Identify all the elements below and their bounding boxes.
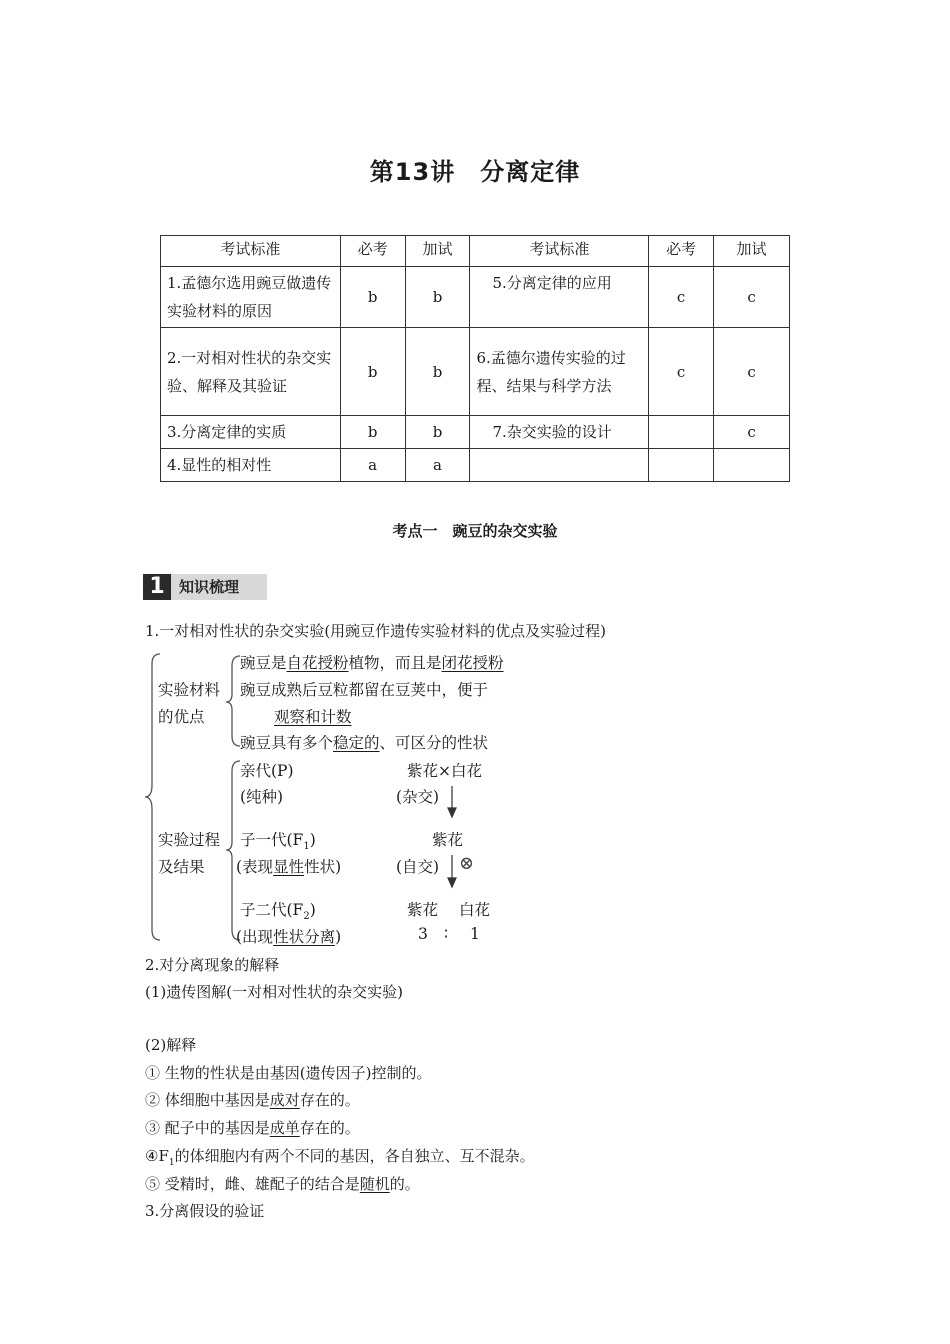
table-cell: c <box>649 328 714 416</box>
table-cell: 2.一对相对性状的杂交实验、解释及其验证 <box>161 328 341 416</box>
badge-label: 知识梳理 <box>171 574 267 600</box>
item-2-2: (2)解释 <box>145 1036 197 1054</box>
explanation-2-answer: 成对 <box>269 1091 300 1109</box>
materials-label-1: 实验材料 <box>158 681 221 699</box>
table-header: 必考 <box>649 236 714 267</box>
item-2-1: (1)遗传图解(一对相对性状的杂交实验) <box>145 983 403 1001</box>
parent-cross: 紫花×白花 <box>407 762 482 780</box>
table-cell: 1.孟德尔选用豌豆做遗传实验材料的原因 <box>161 267 341 328</box>
materials-label-2: 的优点 <box>158 708 205 726</box>
selfing-icon: ⊗ <box>459 853 475 874</box>
table-cell: 5.分离定律的应用 <box>470 267 649 328</box>
item-1-heading: 1.一对相对性状的杂交实验(用豌豆作遗传实验材料的优点及实验过程) <box>145 622 607 640</box>
f2-subscript: 2 <box>303 911 310 923</box>
table-cell: b <box>340 328 405 416</box>
f2-text: 子二代(F <box>240 901 304 919</box>
explanation-2-text: 存在的。 <box>299 1091 360 1109</box>
table-cell: c <box>649 267 714 328</box>
f1-note-text: (表现 <box>236 858 274 876</box>
item-2-heading: 2.对分离现象的解释 <box>145 956 280 974</box>
advantage-3-text: 豌豆具有多个 <box>240 734 334 752</box>
process-label-1: 实验过程 <box>158 831 221 849</box>
f2-white: 白花 <box>459 901 491 919</box>
materials-brace <box>226 656 240 746</box>
badge-number: 1 <box>143 574 171 600</box>
advantage-2-answer: 观察和计数 <box>274 708 352 726</box>
advantage-2: 豌豆成熟后豆粒都留在豆荚中，便于 <box>240 681 489 699</box>
table-cell: 4.显性的相对性 <box>161 449 341 482</box>
advantage-3-text: 、可区分的性状 <box>379 734 489 752</box>
f2-purple: 紫花 <box>407 901 439 919</box>
table-header: 考试标准 <box>161 236 341 267</box>
table-cell: c <box>714 267 790 328</box>
f2-note-answer: 性状分离 <box>273 928 336 946</box>
cross-note: (杂交) <box>396 788 440 806</box>
cross-arrow-head <box>448 808 456 817</box>
table-header: 必考 <box>340 236 405 267</box>
f2-ratio-colon: ∶ <box>444 925 449 943</box>
f2-generation <box>240 898 316 922</box>
explanation-5-answer: 随机 <box>359 1175 390 1193</box>
selfing-note: (自交) <box>396 858 440 876</box>
table-cell: a <box>405 449 470 482</box>
table-cell: b <box>405 267 470 328</box>
explanation-3 <box>145 1117 360 1138</box>
explanation-4-subscript: 1 <box>168 1158 175 1168</box>
explanation-3-answer: 成单 <box>269 1119 300 1137</box>
item-3-heading: 3.分离假设的验证 <box>145 1202 265 1220</box>
f1-note-text: 性状) <box>304 858 342 876</box>
explanation-4-text: 的体细胞内有两个不同的基因，各自独立、互不混杂。 <box>174 1147 535 1165</box>
self-arrow-head <box>448 878 456 887</box>
explanation-4-text: ④F <box>145 1147 169 1165</box>
table-header: 加试 <box>405 236 470 267</box>
explanation-5-text: 的。 <box>389 1175 420 1193</box>
explanation-3-text: ③ 配子中的基因是 <box>145 1119 270 1137</box>
explanation-2-text: ② 体细胞中基因是 <box>145 1091 270 1109</box>
process-label-2: 及结果 <box>158 858 205 876</box>
table-cell: 7.杂交实验的设计 <box>470 416 649 449</box>
f2-note-text: ) <box>335 928 342 946</box>
f2-ratio-white: 1 <box>470 925 480 943</box>
section-title: 考点一 豌豆的杂交实验 <box>392 522 558 540</box>
f1-text: 子一代(F <box>240 831 304 849</box>
f2-phenotype-note <box>236 925 341 947</box>
explanation-5-text: ⑤ 受精时，雌、雄配子的结合是 <box>145 1175 360 1193</box>
table-cell: b <box>405 328 470 416</box>
table-cell: c <box>714 416 790 449</box>
advantage-1-text: 植物，而且是 <box>348 654 442 672</box>
parent-purebred: (纯种) <box>240 788 284 806</box>
table-cell: 3.分离定律的实质 <box>161 416 341 449</box>
table-cell: 6.孟德尔遗传实验的过程、结果与科学方法 <box>470 328 649 416</box>
f1-text-close: ) <box>309 831 316 849</box>
f2-note-text: (出现 <box>236 928 274 946</box>
table-cell: b <box>340 416 405 449</box>
table-cell: a <box>340 449 405 482</box>
parent-generation: 亲代(P) <box>240 762 294 780</box>
advantage-3-answer: 稳定的 <box>333 734 380 752</box>
f1-note-answer: 显性 <box>273 858 305 876</box>
table-header: 考试标准 <box>470 236 649 267</box>
advantage-1-text: 豌豆是 <box>240 654 287 672</box>
explanation-1: ① 生物的性状是由基因(遗传因子)控制的。 <box>145 1064 432 1082</box>
process-brace <box>226 761 240 940</box>
advantage-1-answer: 自花授粉 <box>286 654 349 672</box>
table-cell: b <box>405 416 470 449</box>
f1-generation <box>240 828 316 852</box>
advantage-1 <box>240 651 504 673</box>
f1-subscript: 1 <box>303 841 310 853</box>
page-title: 第13讲 分离定律 <box>369 158 581 186</box>
table-cell: c <box>714 328 790 416</box>
advantage-1-answer: 闭花授粉 <box>441 654 504 672</box>
advantage-3 <box>240 731 488 753</box>
explanation-2 <box>145 1089 360 1110</box>
f2-text-close: ) <box>309 901 316 919</box>
f2-ratio-purple: 3 <box>418 925 428 943</box>
table-cell: b <box>340 267 405 328</box>
explanation-5 <box>145 1173 420 1194</box>
f1-phenotype-note <box>236 855 341 877</box>
table-header: 加试 <box>714 236 790 267</box>
explanation-4 <box>145 1145 535 1168</box>
explanation-3-text: 存在的。 <box>299 1119 360 1137</box>
f1-result: 紫花 <box>432 831 464 849</box>
